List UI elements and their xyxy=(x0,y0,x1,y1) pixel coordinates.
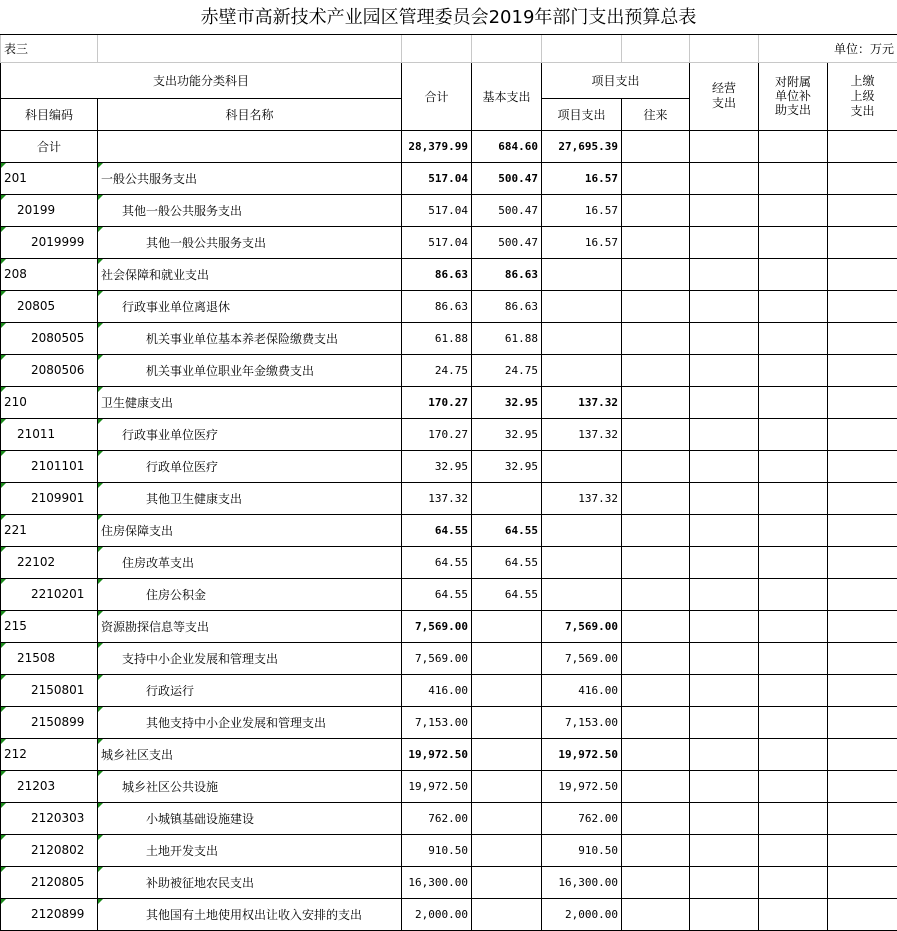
row-name: 行政事业单位医疗 xyxy=(98,418,402,450)
row-code: 2120303 xyxy=(1,802,98,834)
row-jingying xyxy=(690,226,759,258)
row-project: 16,300.00 xyxy=(542,866,622,898)
row-basic xyxy=(472,834,542,866)
row-jingying xyxy=(690,770,759,802)
row-code: 201 xyxy=(1,162,98,194)
row-fushu xyxy=(759,194,828,226)
row-total: 86.63 xyxy=(402,258,472,290)
row-fushu xyxy=(759,482,828,514)
row-name: 行政单位医疗 xyxy=(98,450,402,482)
table-row xyxy=(1,258,897,290)
table-row xyxy=(1,674,897,706)
table-row xyxy=(1,546,897,578)
row-shangjiao xyxy=(828,386,897,418)
row-project: 7,569.00 xyxy=(542,642,622,674)
row-code: 2109901 xyxy=(1,482,98,514)
row-total: 170.27 xyxy=(402,418,472,450)
row-name: 其他支持中小企业发展和管理支出 xyxy=(98,706,402,738)
row-code: 22102 xyxy=(1,546,98,578)
budget-table xyxy=(0,35,897,931)
row-shangjiao xyxy=(828,898,897,930)
header-code: 科目编码 xyxy=(1,98,98,130)
row-fushu xyxy=(759,450,828,482)
row-basic: 500.47 xyxy=(472,162,542,194)
row-basic: 24.75 xyxy=(472,354,542,386)
row-fushu xyxy=(759,674,828,706)
row-wanglai xyxy=(622,706,690,738)
row-jingying xyxy=(690,578,759,610)
row-total: 7,569.00 xyxy=(402,610,472,642)
table-row xyxy=(1,706,897,738)
row-wanglai xyxy=(622,194,690,226)
row-basic: 32.95 xyxy=(472,386,542,418)
row-jingying xyxy=(690,162,759,194)
header-project: 项目支出 xyxy=(542,62,690,98)
row-basic: 500.47 xyxy=(472,226,542,258)
row-shangjiao xyxy=(828,802,897,834)
row-shangjiao xyxy=(828,834,897,866)
row-fushu xyxy=(759,898,828,930)
row-code: 208 xyxy=(1,258,98,290)
row-name: 其他一般公共服务支出 xyxy=(98,194,402,226)
table-row xyxy=(1,418,897,450)
table-row xyxy=(1,386,897,418)
row-name: 资源勘探信息等支出 xyxy=(98,610,402,642)
row-basic xyxy=(472,866,542,898)
row-total: 7,153.00 xyxy=(402,706,472,738)
row-basic xyxy=(472,738,542,770)
row-fushu xyxy=(759,226,828,258)
table-row xyxy=(1,194,897,226)
row-project xyxy=(542,290,622,322)
row-code: 2101101 xyxy=(1,450,98,482)
row-total: 170.27 xyxy=(402,386,472,418)
row-shangjiao xyxy=(828,290,897,322)
row-project: 910.50 xyxy=(542,834,622,866)
unit-label: 单位：万元 xyxy=(759,35,897,62)
row-name: 机关事业单位职业年金缴费支出 xyxy=(98,354,402,386)
row-basic: 86.63 xyxy=(472,258,542,290)
row-name: 城乡社区公共设施 xyxy=(98,770,402,802)
header-jingying: 经营支出 xyxy=(690,62,759,130)
row-jingying xyxy=(690,834,759,866)
row-shangjiao xyxy=(828,738,897,770)
row-project: 137.32 xyxy=(542,482,622,514)
row-shangjiao xyxy=(828,770,897,802)
row-name: 机关事业单位基本养老保险缴费支出 xyxy=(98,322,402,354)
row-jingying xyxy=(690,866,759,898)
row-total: 64.55 xyxy=(402,578,472,610)
row-code: 20805 xyxy=(1,290,98,322)
row-shangjiao xyxy=(828,546,897,578)
row-wanglai xyxy=(622,578,690,610)
table-row xyxy=(1,898,897,930)
row-code: 21011 xyxy=(1,418,98,450)
row-wanglai xyxy=(622,226,690,258)
row-code: 2150801 xyxy=(1,674,98,706)
row-wanglai xyxy=(622,354,690,386)
row-wanglai xyxy=(622,162,690,194)
row-project: 137.32 xyxy=(542,418,622,450)
row-wanglai xyxy=(622,386,690,418)
table-row xyxy=(1,642,897,674)
table-row xyxy=(1,322,897,354)
row-basic: 64.55 xyxy=(472,514,542,546)
row-total: 32.95 xyxy=(402,450,472,482)
row-basic: 32.95 xyxy=(472,418,542,450)
row-project xyxy=(542,322,622,354)
row-code: 210 xyxy=(1,386,98,418)
table-row xyxy=(1,610,897,642)
row-wanglai xyxy=(622,418,690,450)
row-wanglai xyxy=(622,642,690,674)
table-row xyxy=(1,834,897,866)
row-basic: 64.55 xyxy=(472,546,542,578)
row-fushu xyxy=(759,578,828,610)
row-code: 2210201 xyxy=(1,578,98,610)
row-basic: 61.88 xyxy=(472,322,542,354)
row-name: 社会保障和就业支出 xyxy=(98,258,402,290)
row-project: 16.57 xyxy=(542,162,622,194)
row-name xyxy=(98,130,402,162)
row-name: 住房改革支出 xyxy=(98,546,402,578)
row-shangjiao xyxy=(828,674,897,706)
table-row xyxy=(1,290,897,322)
row-project xyxy=(542,354,622,386)
row-wanglai xyxy=(622,674,690,706)
row-name: 住房保障支出 xyxy=(98,514,402,546)
row-project: 16.57 xyxy=(542,226,622,258)
row-jingying xyxy=(690,354,759,386)
row-basic xyxy=(472,674,542,706)
row-project xyxy=(542,450,622,482)
row-total: 19,972.50 xyxy=(402,738,472,770)
row-fushu xyxy=(759,834,828,866)
row-fushu xyxy=(759,290,828,322)
row-code: 21508 xyxy=(1,642,98,674)
row-fushu xyxy=(759,258,828,290)
row-project: 7,569.00 xyxy=(542,610,622,642)
row-fushu xyxy=(759,738,828,770)
row-total: 517.04 xyxy=(402,194,472,226)
row-name: 行政事业单位离退休 xyxy=(98,290,402,322)
row-jingying xyxy=(690,194,759,226)
row-name: 补助被征地农民支出 xyxy=(98,866,402,898)
row-name: 支持中小企业发展和管理支出 xyxy=(98,642,402,674)
row-code: 2120805 xyxy=(1,866,98,898)
row-wanglai xyxy=(622,546,690,578)
table-row xyxy=(1,162,897,194)
header-category: 支出功能分类科目 xyxy=(1,62,402,98)
row-project: 2,000.00 xyxy=(542,898,622,930)
row-total: 137.32 xyxy=(402,482,472,514)
row-total: 64.55 xyxy=(402,514,472,546)
table-row xyxy=(1,738,897,770)
header-shangjiao: 上缴上级支出 xyxy=(828,62,897,130)
row-total: 910.50 xyxy=(402,834,472,866)
row-total: 28,379.99 xyxy=(402,130,472,162)
row-name: 小城镇基础设施建设 xyxy=(98,802,402,834)
row-code: 21203 xyxy=(1,770,98,802)
row-jingying xyxy=(690,290,759,322)
row-jingying xyxy=(690,258,759,290)
header-fushu: 对附属单位补助支出 xyxy=(759,62,828,130)
row-name: 其他一般公共服务支出 xyxy=(98,226,402,258)
row-shangjiao xyxy=(828,162,897,194)
row-name: 一般公共服务支出 xyxy=(98,162,402,194)
row-wanglai xyxy=(622,290,690,322)
row-project: 19,972.50 xyxy=(542,738,622,770)
page-title: 赤壁市高新技术产业园区管理委员会2019年部门支出预算总表 xyxy=(0,0,897,35)
row-jingying xyxy=(690,130,759,162)
row-project xyxy=(542,258,622,290)
row-project: 7,153.00 xyxy=(542,706,622,738)
row-wanglai xyxy=(622,514,690,546)
table-number: 表三 xyxy=(1,35,98,62)
row-wanglai xyxy=(622,482,690,514)
row-name: 其他卫生健康支出 xyxy=(98,482,402,514)
table-row xyxy=(1,354,897,386)
row-project: 27,695.39 xyxy=(542,130,622,162)
row-fushu xyxy=(759,386,828,418)
row-total: 517.04 xyxy=(402,162,472,194)
row-jingying xyxy=(690,642,759,674)
row-total: 64.55 xyxy=(402,546,472,578)
row-jingying xyxy=(690,450,759,482)
header-basic: 基本支出 xyxy=(472,62,542,130)
row-shangjiao xyxy=(828,866,897,898)
table-row xyxy=(1,578,897,610)
row-jingying xyxy=(690,674,759,706)
row-jingying xyxy=(690,514,759,546)
row-code: 212 xyxy=(1,738,98,770)
table-row xyxy=(1,866,897,898)
row-wanglai xyxy=(622,258,690,290)
row-project: 16.57 xyxy=(542,194,622,226)
row-fushu xyxy=(759,418,828,450)
row-fushu xyxy=(759,802,828,834)
row-shangjiao xyxy=(828,194,897,226)
table-row xyxy=(1,130,897,162)
row-shangjiao xyxy=(828,226,897,258)
row-basic: 684.60 xyxy=(472,130,542,162)
row-total: 416.00 xyxy=(402,674,472,706)
row-code: 2080505 xyxy=(1,322,98,354)
row-name: 住房公积金 xyxy=(98,578,402,610)
row-total: 16,300.00 xyxy=(402,866,472,898)
row-jingying xyxy=(690,706,759,738)
row-basic: 86.63 xyxy=(472,290,542,322)
row-total: 24.75 xyxy=(402,354,472,386)
row-basic xyxy=(472,642,542,674)
row-wanglai xyxy=(622,770,690,802)
row-project: 19,972.50 xyxy=(542,770,622,802)
header-name: 科目名称 xyxy=(98,98,402,130)
row-project: 762.00 xyxy=(542,802,622,834)
row-wanglai xyxy=(622,738,690,770)
row-code: 215 xyxy=(1,610,98,642)
row-fushu xyxy=(759,706,828,738)
row-basic: 32.95 xyxy=(472,450,542,482)
row-total: 7,569.00 xyxy=(402,642,472,674)
row-shangjiao xyxy=(828,578,897,610)
row-fushu xyxy=(759,514,828,546)
row-shangjiao xyxy=(828,418,897,450)
row-basic xyxy=(472,482,542,514)
row-fushu xyxy=(759,546,828,578)
row-shangjiao xyxy=(828,354,897,386)
row-jingying xyxy=(690,482,759,514)
row-code: 2120802 xyxy=(1,834,98,866)
row-wanglai xyxy=(622,802,690,834)
row-total: 86.63 xyxy=(402,290,472,322)
row-shangjiao xyxy=(828,482,897,514)
row-fushu xyxy=(759,322,828,354)
header-wanglai: 往来 xyxy=(622,98,690,130)
row-wanglai xyxy=(622,130,690,162)
row-jingying xyxy=(690,386,759,418)
row-name: 行政运行 xyxy=(98,674,402,706)
row-name: 土地开发支出 xyxy=(98,834,402,866)
table-row xyxy=(1,802,897,834)
row-code: 20199 xyxy=(1,194,98,226)
row-shangjiao xyxy=(828,130,897,162)
row-jingying xyxy=(690,898,759,930)
row-fushu xyxy=(759,162,828,194)
row-fushu xyxy=(759,866,828,898)
table-row xyxy=(1,514,897,546)
row-jingying xyxy=(690,322,759,354)
row-wanglai xyxy=(622,450,690,482)
row-fushu xyxy=(759,354,828,386)
row-total: 517.04 xyxy=(402,226,472,258)
row-project: 137.32 xyxy=(542,386,622,418)
row-wanglai xyxy=(622,610,690,642)
row-basic xyxy=(472,706,542,738)
row-fushu xyxy=(759,770,828,802)
row-project: 416.00 xyxy=(542,674,622,706)
row-name: 卫生健康支出 xyxy=(98,386,402,418)
row-basic xyxy=(472,610,542,642)
row-jingying xyxy=(690,418,759,450)
row-wanglai xyxy=(622,834,690,866)
row-shangjiao xyxy=(828,610,897,642)
row-jingying xyxy=(690,738,759,770)
row-code: 2120899 xyxy=(1,898,98,930)
row-project xyxy=(542,578,622,610)
table-row xyxy=(1,226,897,258)
row-fushu xyxy=(759,610,828,642)
header-total: 合计 xyxy=(402,62,472,130)
row-jingying xyxy=(690,610,759,642)
row-shangjiao xyxy=(828,514,897,546)
row-basic xyxy=(472,802,542,834)
row-code: 2150899 xyxy=(1,706,98,738)
row-total: 762.00 xyxy=(402,802,472,834)
row-basic: 500.47 xyxy=(472,194,542,226)
row-shangjiao xyxy=(828,258,897,290)
row-name: 其他国有土地使用权出让收入安排的支出 xyxy=(98,898,402,930)
row-fushu xyxy=(759,642,828,674)
row-fushu xyxy=(759,130,828,162)
row-shangjiao xyxy=(828,450,897,482)
table-row xyxy=(1,770,897,802)
row-name: 城乡社区支出 xyxy=(98,738,402,770)
row-total: 19,972.50 xyxy=(402,770,472,802)
header-project-sub: 项目支出 xyxy=(542,98,622,130)
table-row xyxy=(1,482,897,514)
row-project xyxy=(542,514,622,546)
row-project xyxy=(542,546,622,578)
row-wanglai xyxy=(622,866,690,898)
row-wanglai xyxy=(622,322,690,354)
row-basic xyxy=(472,770,542,802)
row-code: 合计 xyxy=(1,130,98,162)
row-shangjiao xyxy=(828,706,897,738)
row-total: 2,000.00 xyxy=(402,898,472,930)
row-total: 61.88 xyxy=(402,322,472,354)
row-shangjiao xyxy=(828,642,897,674)
row-code: 221 xyxy=(1,514,98,546)
row-wanglai xyxy=(622,898,690,930)
row-code: 2019999 xyxy=(1,226,98,258)
row-shangjiao xyxy=(828,322,897,354)
row-basic: 64.55 xyxy=(472,578,542,610)
row-jingying xyxy=(690,546,759,578)
table-row xyxy=(1,450,897,482)
row-jingying xyxy=(690,802,759,834)
row-basic xyxy=(472,898,542,930)
row-code: 2080506 xyxy=(1,354,98,386)
